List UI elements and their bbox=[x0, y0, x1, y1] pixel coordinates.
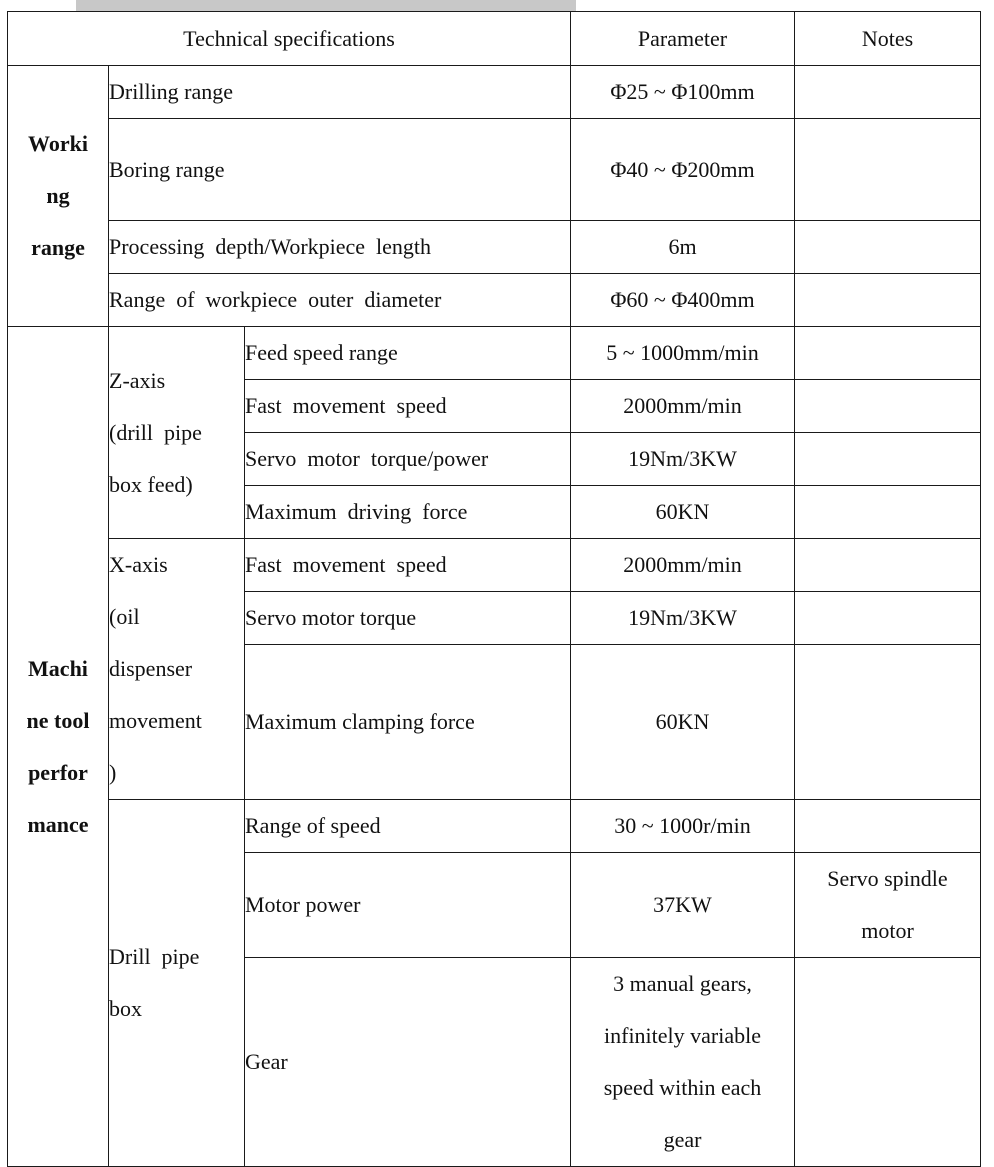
note-cell bbox=[795, 221, 981, 274]
param-servo-torque-power: 19Nm/3KW bbox=[571, 433, 795, 486]
header-row bbox=[8, 12, 981, 66]
subgroup-label-x-axis: X-axis (oil dispenser movement ) bbox=[109, 539, 245, 800]
spec-max-clamping-force: Maximum clamping force bbox=[245, 645, 571, 800]
param-motor-power: 37KW bbox=[571, 853, 795, 958]
param-feed-speed-range: 5 ~ 1000mm/min bbox=[571, 327, 795, 380]
spec-fast-movement-speed-x: Fast movement speed bbox=[245, 539, 571, 592]
param-gear: 3 manual gears, infinitely variable speed within each gear bbox=[571, 958, 795, 1167]
spec-boring-range: Boring range bbox=[109, 119, 571, 221]
param-processing-depth: 6m bbox=[571, 221, 795, 274]
note-cell bbox=[795, 486, 981, 539]
note-cell bbox=[795, 433, 981, 486]
param-max-clamping-force: 60KN bbox=[571, 645, 795, 800]
param-range-of-speed: 30 ~ 1000r/min bbox=[571, 800, 795, 853]
note-cell bbox=[795, 380, 981, 433]
param-boring-range: Φ40 ~ Φ200mm bbox=[571, 119, 795, 221]
subgroup-label-drill-pipe-box: Drill pipe box bbox=[109, 800, 245, 1167]
table-row bbox=[8, 327, 981, 380]
group-label-working-range: Worki ng range bbox=[8, 66, 109, 327]
spec-servo-torque-power: Servo motor torque/power bbox=[245, 433, 571, 486]
subgroup-label-z-axis: Z-axis (drill pipe box feed) bbox=[109, 327, 245, 539]
spec-motor-power: Motor power bbox=[245, 853, 571, 958]
spec-processing-depth: Processing depth/Workpiece length bbox=[109, 221, 571, 274]
spec-servo-motor-torque: Servo motor torque bbox=[245, 592, 571, 645]
table-row bbox=[8, 800, 981, 853]
header-technical-specifications: Technical specifications bbox=[8, 12, 571, 66]
spec-outer-diameter: Range of workpiece outer diameter bbox=[109, 274, 571, 327]
param-drilling-range: Φ25 ~ Φ100mm bbox=[571, 66, 795, 119]
note-cell bbox=[795, 539, 981, 592]
header-notes: Notes bbox=[795, 12, 981, 66]
spec-fast-movement-speed-z: Fast movement speed bbox=[245, 380, 571, 433]
param-max-driving-force: 60KN bbox=[571, 486, 795, 539]
spec-gear: Gear bbox=[245, 958, 571, 1167]
note-cell bbox=[795, 958, 981, 1167]
param-fast-movement-speed-x: 2000mm/min bbox=[571, 539, 795, 592]
note-cell bbox=[795, 119, 981, 221]
note-cell bbox=[795, 66, 981, 119]
note-cell bbox=[795, 592, 981, 645]
note-cell bbox=[795, 274, 981, 327]
param-outer-diameter: Φ60 ~ Φ400mm bbox=[571, 274, 795, 327]
spec-max-driving-force: Maximum driving force bbox=[245, 486, 571, 539]
note-cell bbox=[795, 645, 981, 800]
header-parameter: Parameter bbox=[571, 12, 795, 66]
spec-range-of-speed: Range of speed bbox=[245, 800, 571, 853]
spec-drilling-range: Drilling range bbox=[109, 66, 571, 119]
table-row bbox=[8, 539, 981, 592]
specifications-table bbox=[7, 11, 981, 1167]
note-cell bbox=[795, 800, 981, 853]
table-row bbox=[8, 66, 981, 119]
group-label-machine-tool-performance: Machi ne tool perfor mance bbox=[8, 327, 109, 1167]
spec-feed-speed-range: Feed speed range bbox=[245, 327, 571, 380]
table-row bbox=[8, 119, 981, 221]
table-row bbox=[8, 274, 981, 327]
param-fast-movement-speed-z: 2000mm/min bbox=[571, 380, 795, 433]
param-servo-motor-torque: 19Nm/3KW bbox=[571, 592, 795, 645]
note-cell bbox=[795, 327, 981, 380]
note-servo-spindle-motor: Servo spindle motor bbox=[795, 853, 981, 958]
table-row bbox=[8, 221, 981, 274]
